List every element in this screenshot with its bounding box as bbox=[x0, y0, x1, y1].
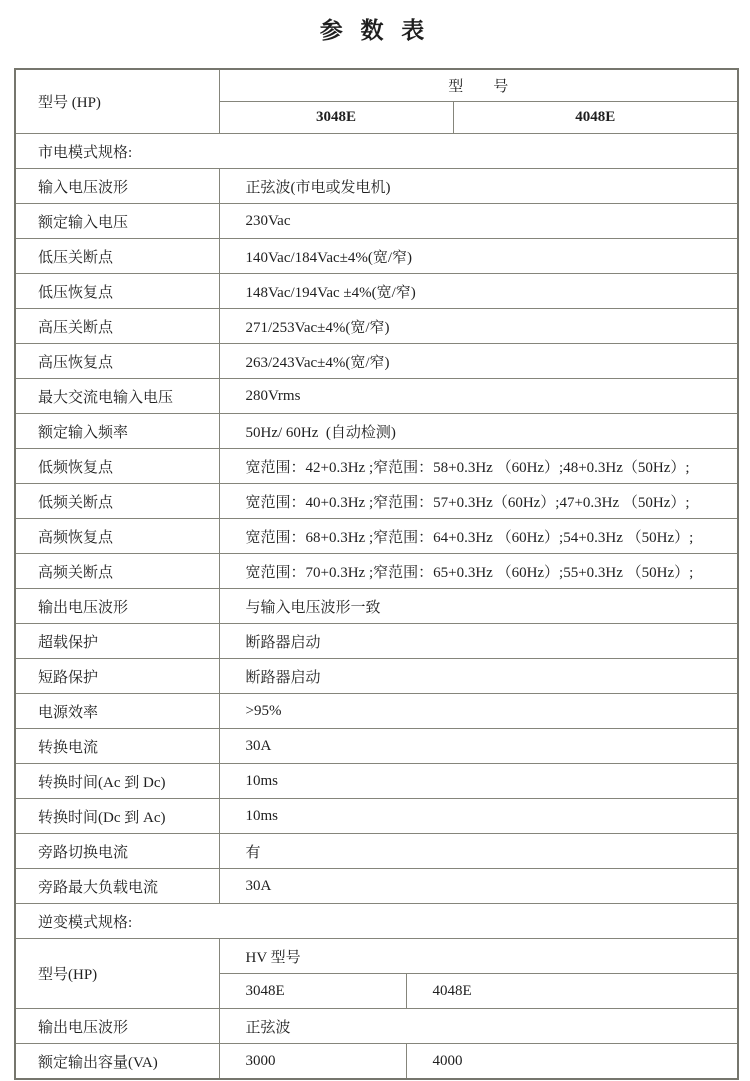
row-label: 高频恢复点 bbox=[15, 519, 219, 554]
row-value: 断路器启动 bbox=[219, 624, 738, 659]
row-label: 额定输入电压 bbox=[15, 204, 219, 239]
table-row bbox=[15, 414, 738, 449]
row-value: 140Vac/184Vac±4%(宽/窄) bbox=[219, 239, 738, 274]
parameters-table bbox=[14, 68, 739, 1080]
row-value: 断路器启动 bbox=[219, 659, 738, 694]
section-heading-row bbox=[15, 134, 738, 169]
row-value: 正弦波 bbox=[219, 1009, 738, 1044]
row-value: 宽范围：40+0.3Hz ;窄范围：57+0.3Hz（60Hz）;47+0.3Hz （50Hz）; bbox=[219, 484, 738, 519]
table-row bbox=[15, 449, 738, 484]
row-label: 高压恢复点 bbox=[15, 344, 219, 379]
row-label: 超载保护 bbox=[15, 624, 219, 659]
table-row bbox=[15, 764, 738, 799]
header-model-b: 4048E bbox=[453, 102, 738, 134]
row-value: 50Hz/ 60Hz (自动检测) bbox=[219, 414, 738, 449]
table-row bbox=[15, 799, 738, 834]
table-row bbox=[15, 624, 738, 659]
header-row-label: 型号 (HP) bbox=[15, 69, 219, 134]
row-value: 宽范围：68+0.3Hz ;窄范围：64+0.3Hz （60Hz）;54+0.3Hz （50Hz）; bbox=[219, 519, 738, 554]
table-row bbox=[15, 1009, 738, 1044]
row-label: 高频关断点 bbox=[15, 554, 219, 589]
row-label: 额定输入频率 bbox=[15, 414, 219, 449]
inverter-model-a: 3048E bbox=[219, 974, 406, 1009]
section-heading-inverter: 逆变模式规格: bbox=[15, 904, 738, 939]
row-label: 输出电压波形 bbox=[15, 1009, 219, 1044]
table-row bbox=[15, 344, 738, 379]
row-value: 230Vac bbox=[219, 204, 738, 239]
row-value: 宽范围：42+0.3Hz ;窄范围：58+0.3Hz （60Hz）;48+0.3Hz（50Hz）; bbox=[219, 449, 738, 484]
row-value: 280Vrms bbox=[219, 379, 738, 414]
row-label: 旁路切换电流 bbox=[15, 834, 219, 869]
row-label: 转换电流 bbox=[15, 729, 219, 764]
header-model-a: 3048E bbox=[219, 102, 453, 134]
row-value: 10ms bbox=[219, 764, 738, 799]
table-row bbox=[15, 309, 738, 344]
row-value: 正弦波(市电或发电机) bbox=[219, 169, 738, 204]
section-heading-row bbox=[15, 904, 738, 939]
inverter-model-group-row bbox=[15, 939, 738, 974]
row-value: 148Vac/194Vac ±4%(宽/窄) bbox=[219, 274, 738, 309]
page-title: 参 数 表 bbox=[319, 18, 431, 43]
row-label: 最大交流电输入电压 bbox=[15, 379, 219, 414]
row-label: 额定输出容量(VA) bbox=[15, 1044, 219, 1080]
row-label: 低频关断点 bbox=[15, 484, 219, 519]
table-row bbox=[15, 239, 738, 274]
row-label: 低频恢复点 bbox=[15, 449, 219, 484]
row-value: >95% bbox=[219, 694, 738, 729]
inverter-model-sublabel: HV 型号 bbox=[219, 939, 738, 974]
table-row bbox=[15, 659, 738, 694]
row-label: 高压关断点 bbox=[15, 309, 219, 344]
inverter-model-b: 4048E bbox=[406, 974, 738, 1009]
row-label: 短路保护 bbox=[15, 659, 219, 694]
table-row bbox=[15, 729, 738, 764]
table-row bbox=[15, 869, 738, 904]
table-row bbox=[15, 589, 738, 624]
table-row bbox=[15, 1044, 738, 1080]
table-header-row bbox=[15, 69, 738, 102]
header-group-label: 型 号 bbox=[219, 69, 738, 102]
row-value: 30A bbox=[219, 729, 738, 764]
row-value: 有 bbox=[219, 834, 738, 869]
row-label: 低压恢复点 bbox=[15, 274, 219, 309]
table-row bbox=[15, 519, 738, 554]
row-value: 30A bbox=[219, 869, 738, 904]
row-value: 宽范围：70+0.3Hz ;窄范围：65+0.3Hz （60Hz）;55+0.3Hz （50Hz）; bbox=[219, 554, 738, 589]
table-row bbox=[15, 379, 738, 414]
row-value: 263/243Vac±4%(宽/窄) bbox=[219, 344, 738, 379]
row-label: 转换时间(Ac 到 Dc) bbox=[15, 764, 219, 799]
table-row bbox=[15, 484, 738, 519]
section-heading-mains: 市电模式规格: bbox=[15, 134, 738, 169]
row-label: 低压关断点 bbox=[15, 239, 219, 274]
row-label: 转换时间(Dc 到 Ac) bbox=[15, 799, 219, 834]
capacity-value-a: 3000 bbox=[219, 1044, 406, 1080]
table-row bbox=[15, 694, 738, 729]
table-row bbox=[15, 204, 738, 239]
row-label: 电源效率 bbox=[15, 694, 219, 729]
row-label: 输出电压波形 bbox=[15, 589, 219, 624]
row-value: 与输入电压波形一致 bbox=[219, 589, 738, 624]
table-row bbox=[15, 169, 738, 204]
row-value: 10ms bbox=[219, 799, 738, 834]
capacity-value-b: 4000 bbox=[406, 1044, 738, 1080]
inverter-model-label: 型号(HP) bbox=[15, 939, 219, 1009]
row-label: 输入电压波形 bbox=[15, 169, 219, 204]
row-value: 271/253Vac±4%(宽/窄) bbox=[219, 309, 738, 344]
row-label: 旁路最大负载电流 bbox=[15, 869, 219, 904]
table-row bbox=[15, 834, 738, 869]
table-row bbox=[15, 274, 738, 309]
table-row bbox=[15, 554, 738, 589]
